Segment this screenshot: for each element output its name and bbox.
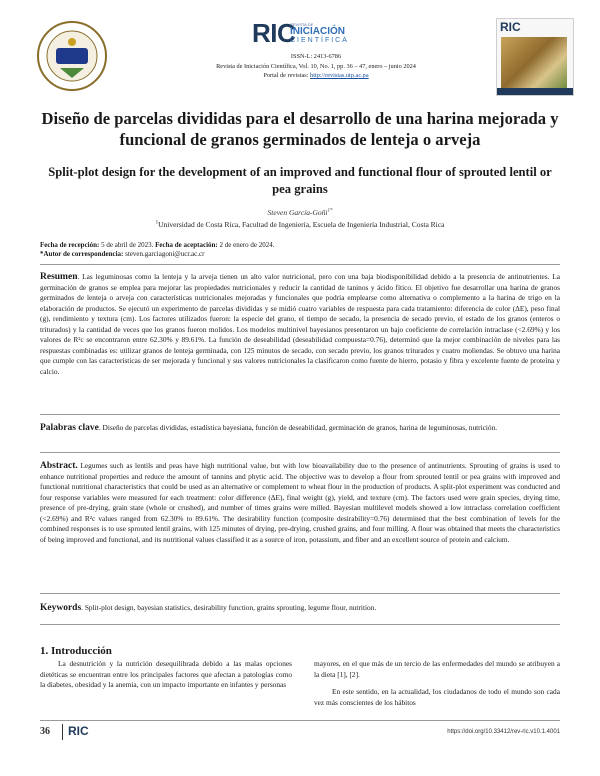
palabras-clave-label: Palabras clave	[40, 423, 99, 433]
journal-brand	[252, 18, 412, 50]
affiliation	[0, 220, 600, 229]
page-number: 36	[40, 726, 50, 737]
footer-divider	[40, 720, 560, 721]
cover-title: RIC	[500, 20, 521, 34]
author-sup: 1*	[327, 208, 333, 214]
divider	[40, 414, 560, 415]
utp-seal-icon	[36, 20, 108, 92]
abstract-block	[40, 461, 560, 545]
intro-left-column: La desnutrición y la nutrición desequilibrada debido a las malas opciones dietéticas se encuentran entre los principales factores que afectan a patologías como la diabetes, obesidad y la anemia, con un impacto importante en infantes y personas	[40, 659, 292, 690]
portal-label: Portal de revistas:	[263, 72, 311, 79]
intro-right-column	[314, 659, 560, 708]
reception-label: Fecha de recepción:	[40, 241, 100, 249]
affiliation-sup: 1	[155, 220, 159, 226]
ric-logo: RIC	[252, 18, 296, 48]
keywords-text: . Split-plot design, bayesian statistics, desirability function, grains sprouting, legume flour, nutrition.	[81, 603, 377, 612]
abstract-label: Abstract.	[40, 461, 78, 471]
portal-link[interactable]: http://revistas.utp.ac.pa	[310, 72, 369, 79]
portal-line	[160, 71, 472, 81]
section-heading-introduccion: 1. Introducción	[40, 645, 112, 657]
footer-ric-logo: RIC	[68, 724, 89, 738]
author-name: Steven García-Goñi	[267, 208, 328, 217]
corresponding-email[interactable]: steven.garciagoni@ucr.ac.cr	[123, 250, 205, 259]
cover-image	[501, 37, 567, 89]
divider	[40, 452, 560, 453]
title-english: Split-plot design for the development of an improved and functional flour of sprouted lentil or pea grains	[48, 165, 552, 196]
corresponding-line	[40, 250, 560, 259]
footer-separator	[62, 724, 63, 740]
dates-line	[40, 241, 560, 250]
title-spanish: Diseño de parcelas divididas para el desarrollo de una harina mejorada y funcional de granos germinados de lenteja o arveja	[41, 109, 559, 149]
journal-info	[160, 52, 472, 81]
ric-line1: REVISTA DE	[290, 22, 314, 27]
intro-right-para-1: mayores, en el que más de un tercio de las enfermedades del mundo se atribuyen a la dieta [1], [2].	[314, 659, 560, 679]
palabras-clave-text: . Diseño de parcelas divididas, estadística bayesiana, función de deseabilidad, germinación de granos, harina de leguminosas, nutrición.	[98, 423, 498, 432]
ric-line3: CIENTÍFICA	[290, 37, 349, 44]
revista-line: Revista de Iniciación Científica, Vol. 10, No. 1, pp. 36 – 47, enero – junio 2024	[216, 62, 416, 70]
divider	[40, 593, 560, 594]
acceptance-label: Fecha de aceptación:	[155, 241, 218, 249]
keywords-label: Keywords	[40, 603, 82, 613]
resumen-label: Resumen	[40, 272, 78, 282]
university-logo	[36, 20, 108, 92]
doi-link[interactable]: https://doi.org/10.33412/rev-ric.v10.1.4001	[447, 729, 560, 735]
intro-right-para-2: En este sentido, en la actualidad, los ciudadanos de todo el mundo son cada vez más conscientes de los hábitos	[314, 687, 560, 707]
divider	[40, 624, 560, 625]
cover-band	[497, 88, 573, 95]
affiliation-text: Universidad de Costa Rica, Facultad de Ingeniería, Escuela de Ingeniería Industrial, Costa Rica	[158, 220, 445, 229]
resumen-block	[40, 272, 560, 377]
palabras-clave-block	[40, 423, 560, 434]
resumen-text: . Las leguminosas como la lenteja y la arveja tienen un alto valor nutricional, pero con una baja biodisponibilidad debido a la presencia de antinutrientes. La germinación de granos se emplea para mejorar las propiedades nutricionales y reducir la cantidad de taninos y ácido fítico. El objetivo fue desarrollar una harina de granos germinados de lenteja o arveja con características nutricionales mejoradas y funcionales que podría emplearse como alternativa o complemento a la harina de trigo en la elaboración de productos. Se ejecutó un experimento de parcelas divididas y se midió cuatro variables de respuesta para cada tratamiento: diferencia de color (ΔE), peso final (g), rendimiento y textura (cm). Los factores utilizados fueron: la especie del grano, el tiempo de secado, la presencia de secado previo, el estado de los granos (enteros o triturados) y la cantidad de veces que los granos fueron molidos. Los modelos multinivel bayesianos presentaron un bajo coeficiente de correlación intraclase (<2.69%) y los valores de R²c se encontraron entre 62.30% y 89.61%. La función de deseabilidad (deseabilidad compuesta=0.76), determinó que la mejor combinación de niveles para las respuestas combinadas es: utilizar granos de lenteja germinada, con 125 minutos de secado, con secado previo, los granos triturados y cuatro moliendas. Se obtuvo una harina que cumple con las características de ser mejorada y funcional y sus valores nutricionales la clasificaron como fuente de hierro, potasio y fibra y excelente fuente de proteína y calcio.	[40, 272, 560, 376]
keywords-block	[40, 603, 560, 614]
abstract-text: Legumes such as lentils and peas have high nutritional value, but with low bioavailability due to the presence of antinutrients. Sprouting of grains is used to enhance nutritional properties and reduce the amount of tannins and phytic acid. The objective was to develop a flour from sprouted lentil or pea grains with improved and functional nutritional characteristics that could be used as an alternative or complement to wheat flour in the production of products. A split-plot experiment was conducted and four response variables were measured for each treatment: color difference (ΔE), final weight (g), yield, and texture (cm). The factors used were grain species, drying time, presence of pre-drying, grain state (whole or crushed), and number of times grains were milled. Bayesian multilevel models showed a low intraclass correlation coefficient (<2.69%) and R²c values ranged from 62.30% to 89.61%. The desirability function (composite desirability=0.76) determined that the best combination of levels for the combined responses is to use sprouted lentil grains, with 125 minutes of drying, pre-drying, crushed grains, and four milling. A flour was obtained that meets the characteristics of being improved and functional, and its nutritional values classified it as a source of iron, potassium, and fiber and an excellent source of protein and calcium.	[40, 461, 560, 544]
journal-cover-thumbnail	[496, 18, 574, 96]
divider	[40, 264, 560, 265]
ric-line2: INICIACIÓN	[290, 26, 345, 37]
author	[0, 208, 600, 217]
ric-logo-subtitle	[290, 22, 410, 48]
corresponding-label: *Autor de correspondencia:	[40, 250, 124, 259]
acceptance-value: 2 de enero de 2024.	[217, 241, 275, 249]
reception-value: 5 de abril de 2023.	[99, 241, 156, 249]
dates-block	[40, 241, 560, 260]
issn: ISSN-L: 2413-6786	[290, 53, 342, 60]
